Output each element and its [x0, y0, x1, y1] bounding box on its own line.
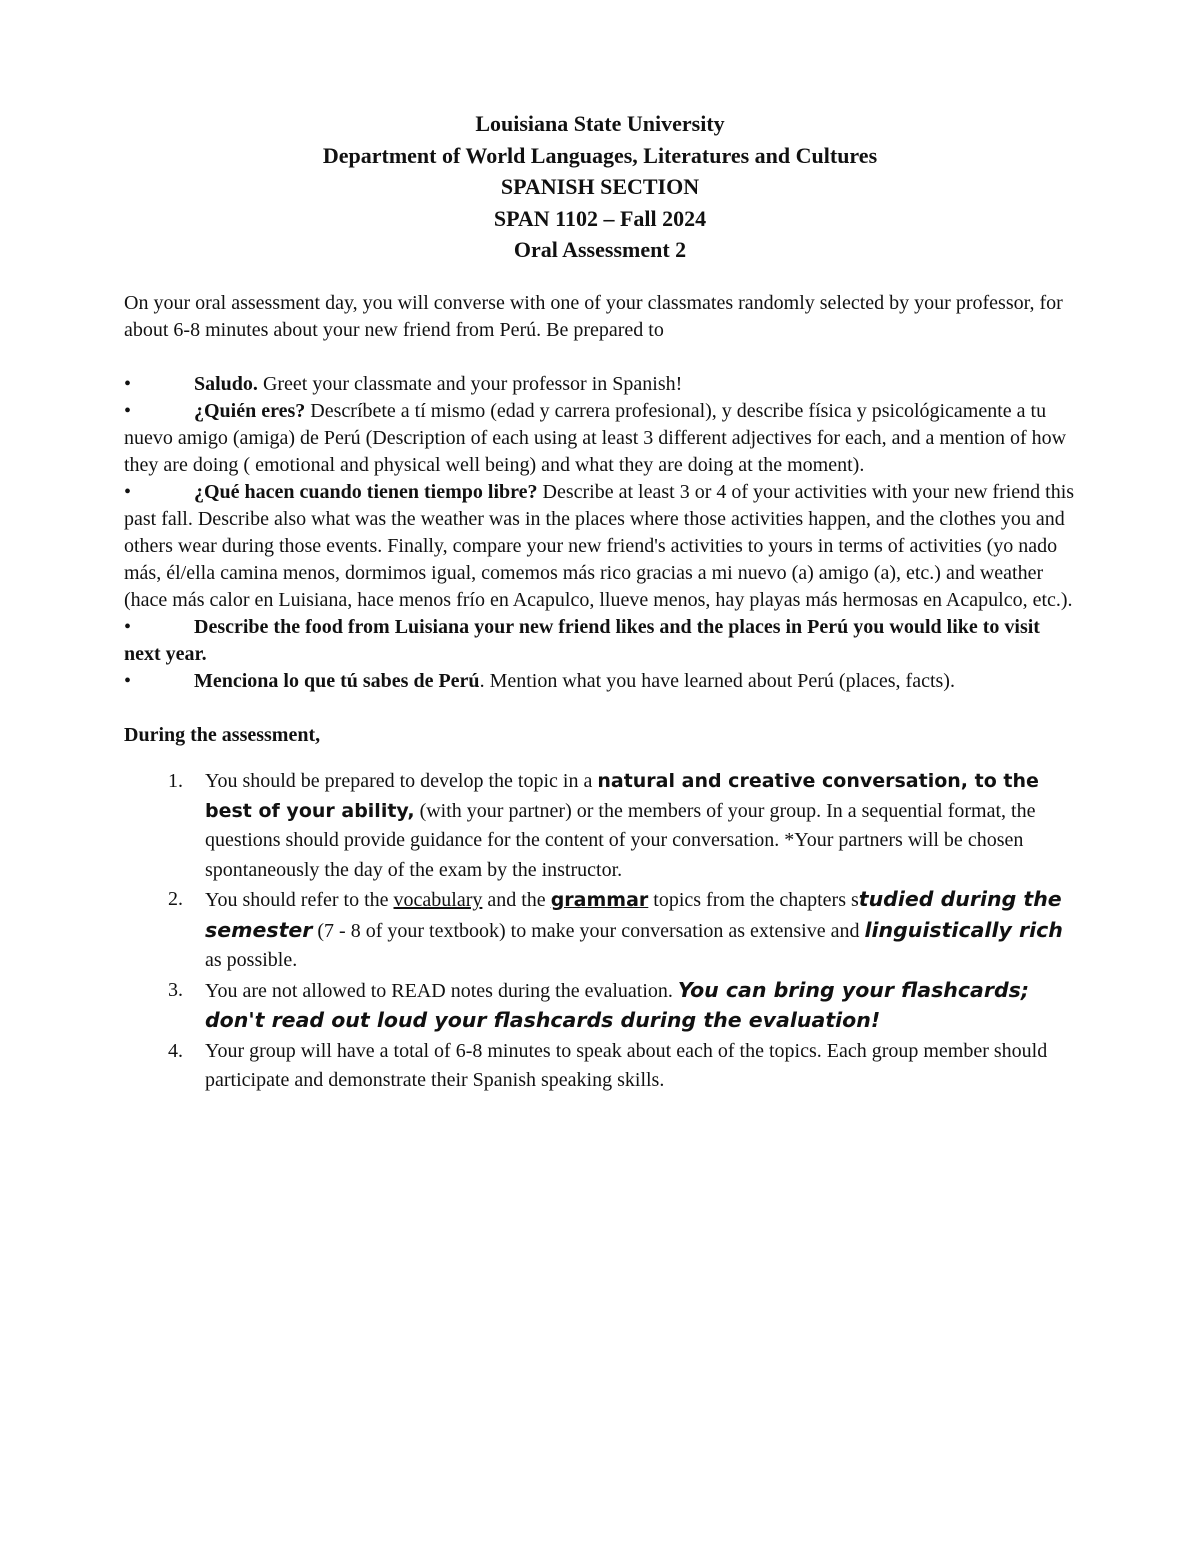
bullet-text: Descríbete a tí mismo (edad y carrera profesional), y describe física y psicológicamente a tu nuevo amigo (amiga) de Perú (Description of each using at least 3 different adjectives for each, and a mention of how they are doing ( emotional and physical well being) and what they are doing at the moment). — [124, 400, 1067, 476]
bullet-bold: Describe the food from Luisiana your new friend likes and the places in Perú you would like to visit next year. — [124, 616, 1040, 665]
list-item — [124, 885, 1079, 976]
bullet-bold: Menciona lo que tú sabes de Perú — [194, 670, 480, 692]
item-text: You should refer to the — [205, 889, 394, 911]
bullet-item — [124, 479, 1079, 614]
bullet-text: Describe at least 3 or 4 of your activities with your new friend this past fall. Describe also what was the weather was in the places where those activities happen, and the clothes you and others wear during those events. Finally, compare your new friend's activities to yours in terms of activities (yo nado más, él/ella camina menos, dormimos igual, comemos más rico gracias a mi nuevo (a) amigo (a), etc.) and weather (hace más calor en Luisiana, hace menos frío en Acapulco, llueve menos, hay playas más hermosas en Acapulco, etc.). — [124, 481, 1075, 611]
bullet-marker: • — [124, 670, 132, 692]
list-item — [124, 1037, 1079, 1096]
item-text: You should be prepared to develop the topic in a — [205, 770, 598, 792]
department-name: Department of World Languages, Literatures and Cultures — [322, 142, 878, 168]
instructions-list — [124, 767, 1079, 1096]
section-name: SPANISH SECTION — [500, 174, 700, 199]
item-text: and the — [482, 889, 551, 911]
intro-paragraph: On your oral assessment day, you will converse with one of your classmates randomly selected by your professor, for about 6-8 minutes about your new friend from Perú. Be prepared to — [124, 292, 1063, 341]
bullet-text: Greet your classmate and your professor in Spanish! — [257, 373, 683, 395]
bullet-item — [124, 668, 1079, 695]
bullet-bold: Saludo. — [194, 373, 258, 395]
item-text: (with your partner) or the members of your group. In a sequential format, the questions should provide guidance for the content of your conversation. *Your partners will be chosen spontaneously the day of the exam by the instructor. — [205, 799, 1036, 881]
list-item — [124, 767, 1079, 885]
document-title: Oral Assessment 2 — [513, 237, 687, 262]
university-name: Louisiana State University — [475, 111, 725, 136]
item-text: topics from the chapters s — [648, 889, 859, 911]
bullet-marker: • — [124, 616, 132, 638]
item-emphasis: You can bring your flashcards; don't read out loud your flashcards during the evaluation! — [205, 977, 1030, 1032]
bullet-marker: • — [124, 400, 132, 422]
list-item — [124, 976, 1079, 1037]
item-text: Your group will have a total of 6-8 minutes to speak about each of the topics. Each group member should participate and demonstrate their Spanish speaking skills. — [205, 1039, 1048, 1091]
item-emphasis: natural and creative conversation, to the best of your ability, — [205, 770, 1039, 822]
bullet-item — [124, 371, 1079, 398]
item-text: (7 - 8 of your textbook) to make your conversation as extensive and — [312, 919, 865, 942]
bullet-marker: • — [124, 481, 132, 503]
bullet-item — [124, 614, 1079, 668]
item-emphasis: linguistically rich — [864, 917, 1063, 942]
bullet-marker: • — [124, 373, 132, 395]
bullet-text: . Mention what you have learned about Perú (places, facts). — [479, 670, 955, 692]
course-term: SPAN 1102 – Fall 2024 — [493, 205, 707, 231]
bullet-item — [124, 398, 1079, 479]
list-number: 2. — [168, 888, 183, 910]
item-text: You are not allowed to READ notes during the evaluation. — [205, 979, 678, 1002]
document-body — [124, 290, 1079, 1096]
list-number: 4. — [168, 1039, 183, 1062]
bullet-bold: ¿Quién eres? — [194, 400, 306, 422]
during-heading: During the assessment, — [124, 724, 321, 746]
list-number: 3. — [168, 978, 183, 1001]
document-header — [0, 108, 1200, 266]
item-text: as possible. — [205, 949, 298, 971]
bullet-bold: ¿Qué hacen cuando tienen tiempo libre? — [194, 481, 538, 503]
item-underlined-bold: grammar — [550, 889, 649, 911]
item-underlined: vocabulary — [393, 889, 483, 911]
item-emphasis: tudied during the semester — [205, 887, 1062, 942]
list-number: 1. — [168, 770, 183, 792]
